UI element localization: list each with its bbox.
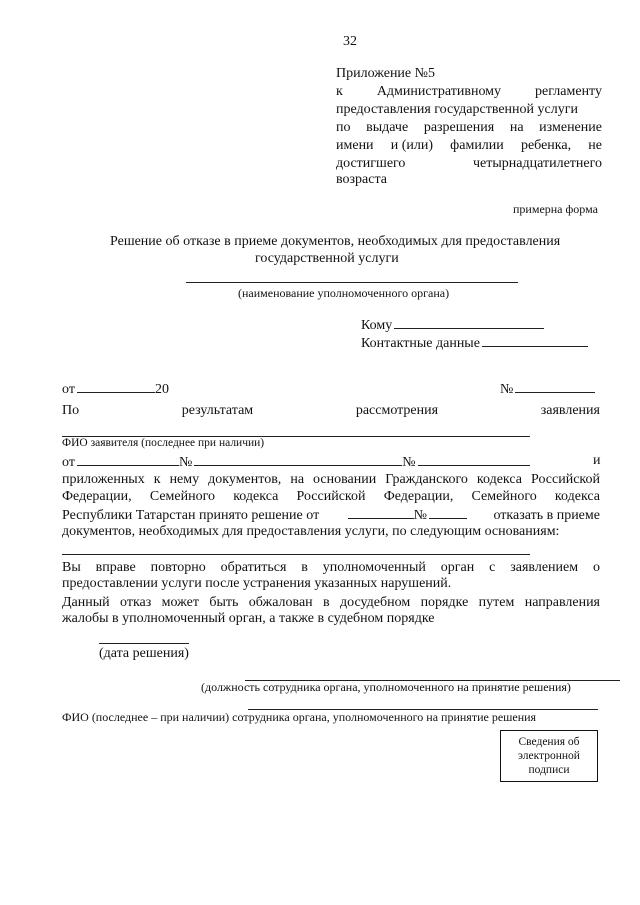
officer-name-caption: ФИО (последнее – при наличии) сотрудника органа, уполномоченного на принятие решения <box>62 710 537 724</box>
appendix-line-5: достигшего четырнадцатилетнего <box>336 156 602 171</box>
application-ref-field: от № № <box>62 453 530 471</box>
authority-name-line <box>186 282 518 283</box>
registration-number-line <box>418 453 530 466</box>
paragraph-2-line-2: предоставлении услуги после устранения указанных нарушений. <box>62 576 452 591</box>
number-sign: № <box>500 382 514 397</box>
results-line: По результатам рассмотрения заявления <box>62 403 600 418</box>
paragraph-1-line-4: документов, необходимых для предоставления услуги, по следующим основаниям: <box>62 524 560 539</box>
number-line <box>515 380 595 393</box>
contacts-line <box>482 334 588 347</box>
decision-date-line <box>348 506 414 519</box>
date-line <box>77 380 155 393</box>
appendix-line-2: предоставления государственной услуги <box>336 102 578 117</box>
application-number-line <box>194 453 402 466</box>
appendix-line-4: имени и (или) фамилии ребенка, не <box>336 138 602 153</box>
officer-position-caption: (должность сотрудника органа, уполномоченного на принятие решения) <box>201 680 571 694</box>
contacts-field <box>361 334 588 352</box>
decision-date-caption: (дата решения) <box>99 646 189 661</box>
and-word: и <box>593 453 601 468</box>
recipient-field <box>361 316 544 334</box>
decision-number-line <box>429 506 467 519</box>
document-title-line-2: государственной услуги <box>255 251 399 266</box>
paragraph-3-line-2: жалобы в уполномоченный орган, а также в судебном порядке <box>62 611 435 626</box>
recipient-name-line <box>394 316 544 329</box>
paragraph-2-line-1: Вы вправе повторно обратиться в уполномоченный орган с заявлением о <box>62 560 600 575</box>
decision-date-signature-line <box>99 643 189 644</box>
form-note: примерна форма <box>513 202 598 216</box>
appendix-title: Приложение №5 <box>336 66 435 81</box>
date-year: 20 <box>154 382 169 397</box>
document-title-line-1: Решение об отказе в приеме документов, необходимых для предоставления <box>110 234 561 249</box>
date-from-label: от <box>62 382 75 397</box>
grounds-line <box>62 554 530 555</box>
applicant-caption: ФИО заявителя (последнее при наличии) <box>62 437 265 449</box>
appendix-line-6: возраста <box>336 172 387 187</box>
paragraph-1-line-1: приложенных к нему документов, на основании Гражданского кодекса Российской <box>62 472 600 487</box>
authority-caption: (наименование уполномоченного органа) <box>238 286 450 300</box>
paragraph-3-line-1: Данный отказ может быть обжалован в досудебном порядке путем направления <box>62 595 600 610</box>
decision-date-field <box>62 380 169 398</box>
page-number: 32 <box>343 34 357 49</box>
decision-number-field <box>500 380 595 398</box>
application-date-line <box>77 453 179 466</box>
contacts-label: Контактные данные <box>361 336 480 351</box>
decision-line: Республики Татарстан принято решение от № отказать в приеме <box>62 508 600 523</box>
to-label: Кому <box>361 318 393 333</box>
appendix-line-1: к Административному регламенту <box>336 84 602 99</box>
electronic-signature-box: Сведения об электронной подписи <box>500 730 598 782</box>
appendix-line-3: по выдаче разрешения на изменение <box>336 120 602 135</box>
paragraph-1-line-2: Федерации, Семейного кодекса Российской Федерации, Семейного кодекса <box>62 489 600 504</box>
